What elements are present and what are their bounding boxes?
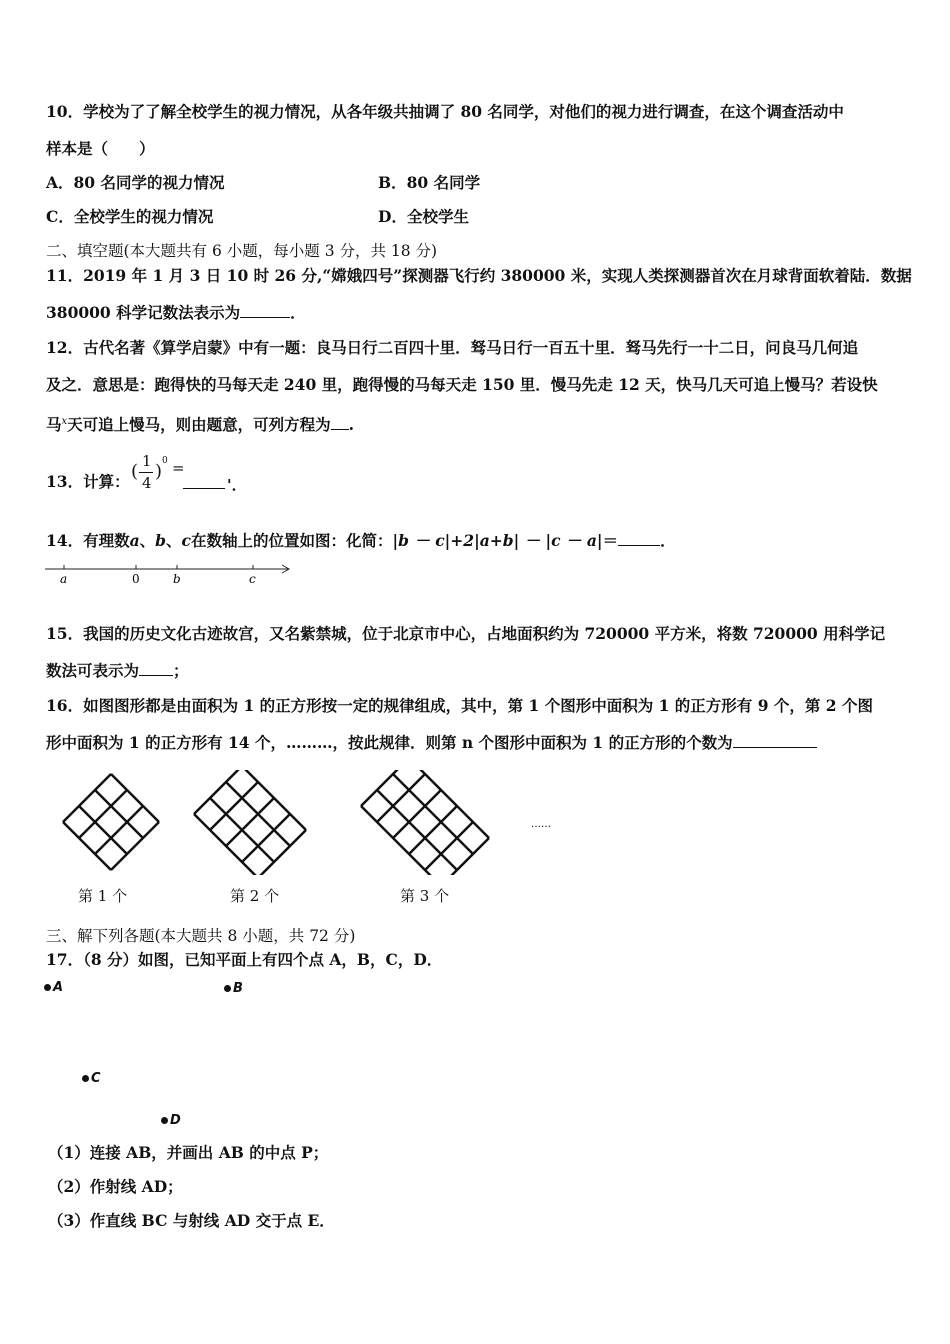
q14-end: ．: [660, 531, 676, 550]
tick-label-b: b: [173, 572, 181, 586]
q13-denominator: 4: [142, 474, 152, 492]
q12-answer-blank: [331, 415, 349, 430]
q10-option-c: C．全校学生的视力情况: [46, 207, 214, 226]
q13-tail: '．: [227, 476, 247, 494]
point-c-label: C: [91, 1071, 101, 1086]
q17-step2: （2）作射线 AD；: [48, 1177, 183, 1196]
pattern-ellipsis: ……: [531, 819, 551, 830]
caption-figure-1: 第 1 个: [78, 887, 128, 905]
q14-text: [46, 531, 676, 551]
q14-number-line: [40, 558, 300, 588]
q14-text-a: 14．有理数: [46, 531, 130, 550]
q17-step3: （3）作直线 BC 与射线 AD 交于点 E．: [48, 1211, 335, 1230]
q12-var-x: x: [61, 416, 68, 427]
q13-label: 13．计算：: [46, 472, 130, 491]
q16-line1: 16．如图图形都是由面积为 1 的正方形按一定的规律组成，其中，第 1 个图形中面积为 1 的正方形有 9 个，第 2 个图: [46, 696, 873, 715]
section3-heading: 三、解下列各题(本大题共 8 小题，共 72 分): [46, 927, 356, 945]
q16-pattern-figures: [55, 770, 575, 875]
q11-answer-blank: [240, 303, 290, 318]
q12-line3-a: 马: [46, 415, 62, 435]
q14-var-b: b: [155, 531, 166, 550]
q17-title: 17．（8 分）如图，已知平面上有四个点 A，B，C，D．: [46, 950, 443, 969]
caption-figure-3: 第 3 个: [400, 887, 450, 905]
q11-line1: 11．2019 年 1 月 3 日 10 时 26 分,“嫦娥四号”探测器飞行约 380000 米，实现人类探测器首次在月球背面软着陆．数据: [46, 266, 912, 285]
section2-heading: 二、填空题(本大题共有 6 小题，每小题 3 分，共 18 分): [46, 242, 438, 260]
q15-answer-blank: [139, 661, 173, 676]
q11-line2-end: ．: [290, 303, 306, 322]
q16-answer-blank: [733, 733, 817, 748]
q13-numerator: 1: [142, 452, 152, 470]
q15-line2-text: 数法可表示为: [46, 661, 140, 680]
caption-figure-2: 第 2 个: [230, 887, 280, 905]
point-c-dot: [82, 1075, 89, 1082]
q15-line1: 15．我国的历史文化古迹故宫，又名紫禁城，位于北京市中心，占地面积约为 720000 平方米，将数 720000 用科学记: [46, 624, 886, 643]
q14-answer-blank: [618, 531, 660, 546]
q12-line2: 及之．意思是：跑得快的马每天走 240 里，跑得慢的马每天走 150 里．慢马先走 12 天，快马几天可追上慢马？若设快: [46, 375, 878, 394]
q12-line3: [46, 412, 354, 435]
tick-label-c: c: [249, 572, 256, 586]
q10-line2: 样本是（ ）: [46, 139, 155, 158]
q16-line2: [46, 733, 817, 753]
point-d-label: D: [170, 1113, 181, 1128]
q15-line2-end: ；: [173, 661, 189, 680]
q14-text-b: 在数轴上的位置如图：化简：|: [190, 531, 399, 550]
q13-equals: =: [172, 459, 185, 477]
point-b-dot: [224, 985, 231, 992]
pattern-figure-2: [194, 770, 306, 875]
q14-sep1: 、: [139, 531, 156, 550]
q12-line3-b: 天可追上慢马，则由题意，可列方程为: [67, 415, 331, 435]
q15-line2: [46, 661, 189, 681]
q13-lparen: (: [131, 461, 139, 482]
pattern-figure-3: [361, 770, 489, 875]
tick-label-a: a: [60, 572, 68, 586]
q17-step1: （1）连接 AB，并画出 AB 的中点 P；: [48, 1143, 329, 1162]
q14-sep2: 、: [165, 531, 182, 550]
q14-equals: ＝: [602, 531, 619, 550]
point-b: [224, 981, 243, 996]
q10-option-a: A．80 名同学的视力情况: [46, 173, 225, 192]
q10-option-b: B．80 名同学: [378, 173, 481, 192]
q12-line1: 12．古代名著《算学启蒙》中有一题：良马日行二百四十里．驽马日行一百五十里．驽马先行一十二日，问良马几何追: [46, 338, 859, 357]
point-d-dot: [161, 1117, 168, 1124]
point-a-label: A: [53, 980, 64, 995]
q14-expression: b － c|+2|a+b| － |c － a|: [398, 531, 603, 550]
pattern-figure-1: [63, 774, 159, 870]
q13-exponent: 0: [162, 456, 168, 466]
q13-fraction-bar: [139, 472, 153, 473]
point-c: [82, 1071, 101, 1086]
tick-label-0: 0: [132, 572, 140, 586]
point-a-dot: [44, 984, 51, 991]
q13-rparen: ): [155, 461, 163, 482]
q16-line2-text: 形中面积为 1 的正方形有 14 个，………，按此规律．则第 n 个图形中面积为 1 的正方形的个数为: [46, 733, 733, 752]
q12-line3-end: .: [348, 415, 355, 435]
point-d: [161, 1113, 181, 1128]
q10-line1: 10．学校为了了解全校学生的视力情况，从各年级共抽调了 80 名同学，对他们的视力进行调查，在这个调查活动中: [46, 102, 844, 121]
q10-option-d: D．全校学生: [378, 207, 469, 226]
q14-var-a: a: [129, 531, 140, 550]
q11-line2-text: 380000 科学记数法表示为: [46, 303, 241, 322]
q14-var-c: c: [181, 531, 191, 550]
point-b-label: B: [233, 981, 243, 996]
q11-line2: [46, 303, 306, 323]
q13-answer-blank: [183, 474, 225, 489]
point-a: [44, 980, 63, 995]
